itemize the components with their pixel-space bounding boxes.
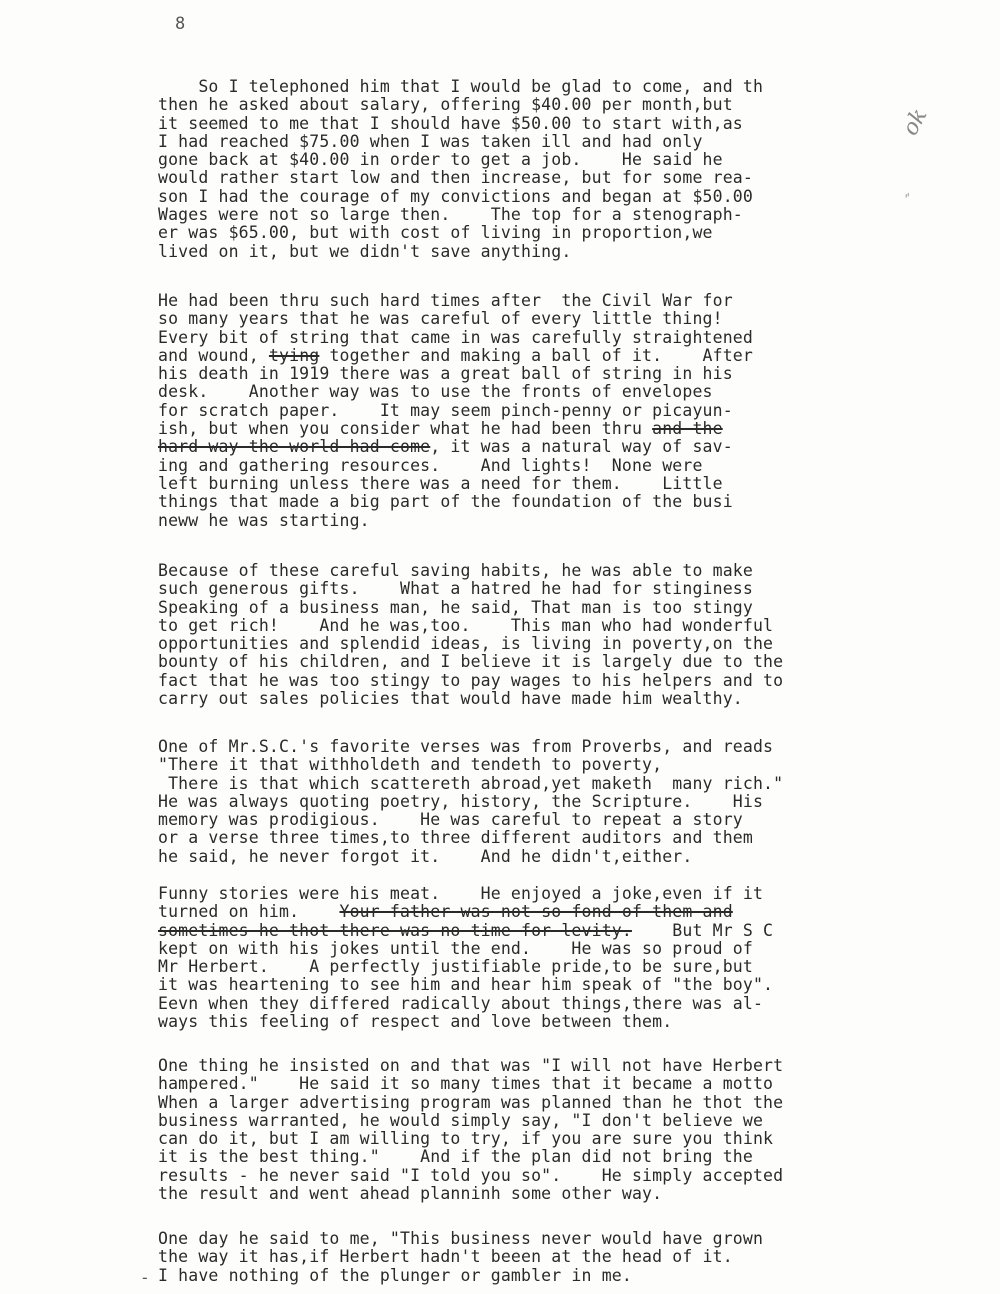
text-line: hampered." He said it so many times that it became a motto [158, 1074, 774, 1094]
text-line: gone back at $40.00 in order to get a job. He said he [158, 150, 723, 170]
text-line: One day he said to me, "This business never would have grown [158, 1229, 764, 1248]
text-line: things that made a big part of the foundation of the busi [158, 492, 733, 512]
paragraph [158, 78, 918, 261]
text-line: "There it that withholdeth and tendeth to poverty, [158, 755, 663, 775]
text-line: then he asked about salary, offering $40.00 per month,but [158, 95, 733, 115]
text-line: memory was prodigious. He was careful to repeat a story [158, 810, 743, 830]
struck-text: tying [268, 345, 320, 365]
margin-note-mark: ″ [900, 188, 919, 211]
text-line: Because of these careful saving habits, he was able to make [158, 561, 753, 580]
text-line: or a verse three times,to three different auditors and them [158, 828, 753, 848]
text-line: fact that he was too stingy to pay wages to his helpers and to [158, 670, 784, 690]
text-line: I had reached $75.00 when I was taken ill and had only [158, 131, 703, 151]
struck-text: and the [652, 419, 723, 439]
text-line: his death in 1919 there was a great ball of string in his [158, 364, 733, 384]
paragraph [158, 1057, 918, 1203]
text-line: the result and went ahead planninh some other way. [158, 1184, 663, 1204]
text-line: he said, he never forgot it. And he didn't,either. [158, 846, 693, 866]
text-line: Speaking of a business man, he said, That man is too stingy [158, 597, 753, 617]
margin-tick: - [140, 1268, 150, 1287]
text-line: sometimes he thot there was no time for levity. But Mr S C [158, 920, 774, 940]
struck-text: Your father was not so fond of them and [339, 902, 733, 922]
text-line: ways this feeling of respect and love between them. [158, 1012, 673, 1032]
text-line: Mr Herbert. A perfectly justifiable pride,to be sure,but [158, 957, 753, 977]
text-line: for scratch paper. It may seem pinch-penny or picayun- [158, 400, 733, 420]
text-line: turned on him. Your father was not so fond of them and [158, 902, 733, 922]
text-line: and wound, tying together and making a ball of it. After [158, 345, 753, 365]
text-line: kept on with his jokes until the end. He was so proud of [158, 938, 753, 958]
paragraph [158, 562, 918, 708]
text-line: would rather start low and then increase, but for some rea- [158, 168, 753, 188]
text-line: it was heartening to see him and hear him speak of "the boy". [158, 975, 774, 995]
text-line: He was always quoting poetry, history, the Scripture. His [158, 791, 764, 811]
text-line: bounty of his children, and I believe it is largely due to the [158, 652, 784, 672]
text-line: hard way the world had come, it was a natural way of sav- [158, 437, 733, 457]
text-line: business warranted, he would simply say, "I don't believe we [158, 1110, 764, 1130]
text-line: There is that which scattereth abroad,yet maketh many rich." [158, 773, 784, 793]
text-line: er was $65.00, but with cost of living in proportion,we [158, 223, 713, 243]
text-line: ing and gathering resources. And lights! None were [158, 455, 703, 475]
text-line: so many years that he was careful of every little thing! [158, 309, 723, 329]
text-line: ish, but when you consider what he had been thru and the [158, 419, 723, 439]
text-line: Every bit of string that came in was carefully straightened [158, 327, 753, 347]
text-line: One thing he insisted on and that was "I will not have Herbert [158, 1056, 784, 1075]
text-line: So I telephoned him that I would be glad to come, and th [158, 77, 764, 96]
text-line: desk. Another way was to use the fronts of envelopes [158, 382, 713, 402]
text-line: When a larger advertising program was planned than he thot the [158, 1092, 784, 1112]
text-line: to get rich! And he was,too. This man who had wonderful [158, 615, 774, 635]
paragraph [158, 885, 918, 1031]
paragraph [158, 738, 918, 866]
struck-text: hard way the world had come [158, 437, 431, 457]
text-line: He had been thru such hard times after the Civil War for [158, 291, 733, 310]
paragraph [158, 1230, 918, 1285]
text-line: left burning unless there was a need for them. Little [158, 473, 723, 493]
text-line: opportunities and splendid ideas, is living in poverty,on the [158, 634, 774, 654]
text-line: Wages were not so large then. The top for a stenograph- [158, 205, 743, 225]
text-line: One of Mr.S.C.'s favorite verses was from Proverbs, and reads [158, 737, 774, 756]
text-line: I have nothing of the plunger or gambler in me. [158, 1265, 632, 1285]
paragraph [158, 292, 918, 530]
struck-text: sometimes he thot there was no time for levity. [158, 920, 632, 940]
text-line: it seemed to me that I should have $50.00 to start with,as [158, 113, 743, 133]
margin-note: ok [898, 104, 933, 140]
text-line: such generous gifts. What a hatred he had for stinginess [158, 579, 753, 599]
text-line: lived on it, but we didn't save anything. [158, 241, 572, 261]
text-line: neww he was starting. [158, 510, 370, 530]
page-number: 8 [175, 14, 186, 34]
text-line: son I had the courage of my convictions and began at $50.00 [158, 186, 753, 206]
text-line: Eevn when they differed radically about things,there was al- [158, 993, 764, 1013]
text-line: Funny stories were his meat. He enjoyed a joke,even if it [158, 884, 764, 903]
text-line: results - he never said "I told you so". He simply accepted [158, 1165, 784, 1185]
text-line: carry out sales policies that would have made him wealthy. [158, 689, 743, 709]
text-line: can do it, but I am willing to try, if you are sure you think [158, 1129, 774, 1149]
text-line: it is the best thing." And if the plan did not bring the [158, 1147, 753, 1167]
text-line: the way it has,if Herbert hadn't beeen at the head of it. [158, 1247, 733, 1267]
